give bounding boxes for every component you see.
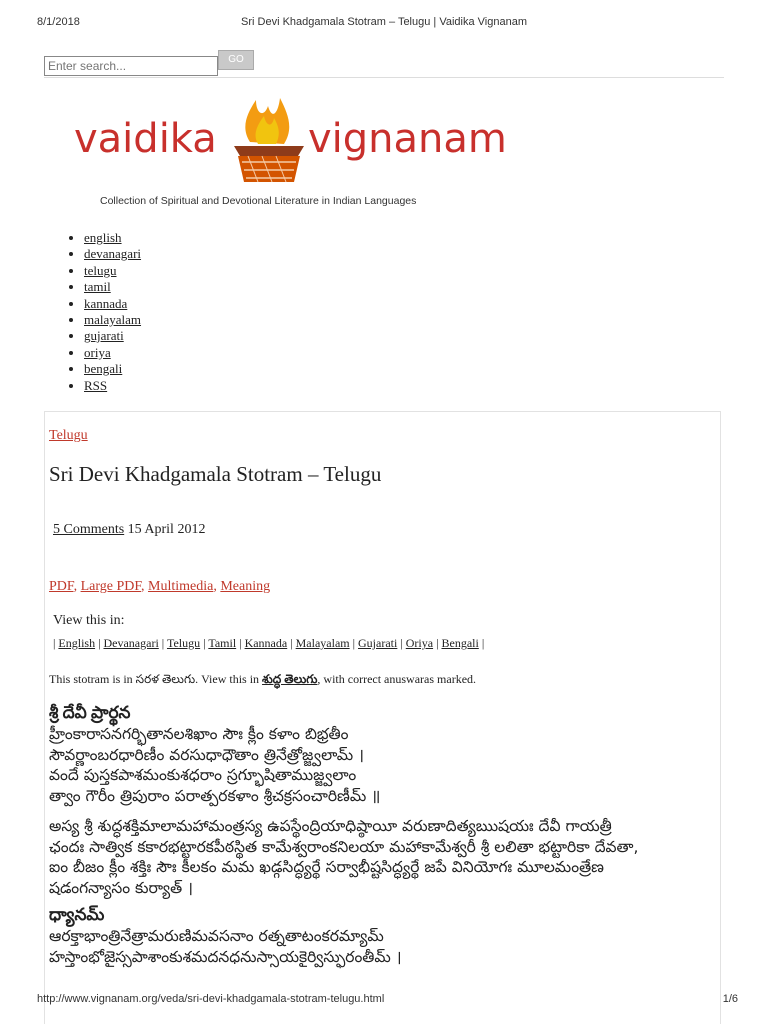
comments-link[interactable]: 5 Comments (53, 522, 125, 537)
language-item (84, 328, 141, 344)
search-input[interactable] (44, 56, 218, 76)
prayer-verse (49, 724, 380, 806)
verse-line: సౌవర్ణాంబరధారిణీం వరసుధాధౌతాం త్రినేత్రోజ్జ్వలామ్ । (49, 745, 365, 764)
language-item (84, 361, 141, 377)
page-title: Sri Devi Khadgamala Stotram – Telugu (49, 462, 382, 486)
pdf-link[interactable]: PDF (49, 579, 74, 594)
verse-line: ఐం బీజం క్లీం శక్తిః సౌః కీలకం మమ ఖడ్గసిద్ధ్యర్థే సర్వాభీష్టసిద్ధ్యర్థే జపే వినియోగః మూలమంత్రేణ (49, 858, 604, 876)
lang-link-devanagari[interactable]: devanagari (84, 246, 142, 262)
language-item (84, 246, 141, 262)
print-page-number: 1/6 (722, 993, 738, 1005)
large-pdf-link[interactable]: Large PDF (80, 579, 142, 594)
script-note (49, 672, 476, 689)
lang-link-bengali[interactable]: bengali (84, 361, 123, 377)
view-link-kannada[interactable]: Kannada (244, 636, 288, 650)
meaning-link[interactable]: Meaning (220, 579, 271, 594)
print-url: http://www.vignanam.org/veda/sri-devi-khadgamala-stotram-telugu.html (37, 993, 385, 1005)
verse-line: ఛందః సాత్విక కకారభట్టారకపీఠస్థిత కామేశ్వరాంకనిలయా మహాకామేశ్వరీ శ్రీ లలితా భట్టారికా దేవతా, (49, 837, 639, 856)
lang-link-english[interactable]: english (84, 230, 122, 245)
verse-line: ఆరక్తాభాంత్రినేత్రామరుణిమవసనాం రత్నతాటంకరమ్యామ్ (49, 927, 384, 945)
lang-link-kannada[interactable]: kannada (84, 295, 128, 311)
language-item (84, 378, 141, 394)
language-item (84, 296, 141, 312)
heading-dhyanam: ధ్యానమ్ (49, 905, 105, 924)
lang-link-oriya[interactable]: oriya (84, 344, 111, 360)
site-tagline: Collection of Spiritual and Devotional Literature in Indian Languages (100, 195, 417, 207)
category-link[interactable]: Telugu (49, 428, 88, 443)
view-link-devanagari[interactable]: Devanagari (103, 636, 159, 650)
language-item (84, 345, 141, 361)
verse-line: వందే పుస్తకపాశమంకుశధరాం స్రగ్భూషితాముజ్జ్వలాం (49, 766, 357, 784)
post-date: 15 April 2012 (127, 522, 206, 537)
header-divider (44, 77, 724, 78)
language-item (84, 230, 141, 246)
language-nav (66, 230, 141, 394)
viniyoga-paragraph (49, 816, 638, 898)
lang-link-gujarati[interactable]: gujarati (84, 328, 124, 344)
view-in-links: | English | Devanagari | Telugu | Tamil | Kannada | Malayalam | Gujarati | Oriya | Bengali | (53, 636, 485, 650)
heading-prayer: శ్రీ దేవీ ప్రార్థన (49, 703, 131, 722)
print-date: 8/1/2018 (37, 16, 80, 28)
lang-link-tamil[interactable]: tamil (84, 279, 111, 295)
lang-link-telugu[interactable]: telugu (84, 262, 117, 278)
view-link-gujarati[interactable]: Gujarati (358, 636, 398, 650)
note-text: This stotram is in సరళ తెలుగు. View this in (49, 672, 263, 686)
rss-link[interactable]: RSS (84, 377, 108, 393)
go-button[interactable]: GO (218, 50, 254, 70)
language-item (84, 279, 141, 295)
shuddha-telugu-link[interactable]: శుద్ధ తెలుగు (262, 672, 318, 686)
view-link-telugu[interactable]: Telugu (166, 636, 201, 650)
lang-link-malayalam[interactable]: malayalam (84, 312, 142, 328)
note-text-end: , with correct anuswaras marked. (317, 672, 477, 686)
print-title: Sri Devi Khadgamala Stotram – Telugu | Vaidika Vignanam (241, 16, 527, 28)
verse-line: హస్తాంభోజైస్సపాశాంకుశమదనధనుస్సాయకైర్విస్ఫురంతీమ్ । (49, 947, 402, 966)
view-link-bengali[interactable]: Bengali (441, 636, 479, 650)
post-meta (53, 522, 205, 538)
verse-line: హ్రీంకారాసనగర్భితానలశిఖాం సౌః క్లీం కళాం బిభ్రతీం (49, 725, 349, 743)
verse-line: షడంగన్యాసం కుర్యాత్ । (49, 878, 193, 897)
fire-altar-icon (234, 98, 304, 182)
language-item (84, 312, 141, 328)
verse-line: అస్య శ్రీ శుద్ధశక్తిమాలామహామంత్రస్య ఉపస్థేంద్రియాధిష్ఠాయీ వరుణాదిత్యఋషయః దేవీ గాయత్రీ (49, 817, 612, 835)
download-links: PDF, Large PDF, Multimedia, Meaning (49, 579, 271, 594)
logo-word-vaidika: vaidika (74, 116, 217, 162)
view-link-tamil[interactable]: Tamil (208, 636, 237, 650)
language-item (84, 263, 141, 279)
view-link-malayalam[interactable]: Malayalam (295, 636, 350, 650)
view-in-label: View this in: (53, 613, 125, 628)
verse-line: త్వాం గౌరీం త్రిపురాం పరాత్పరకళాం శ్రీచక్రసంచారిణీమ్ ॥ (49, 786, 381, 805)
logo-word-vignanam: vignanam (308, 116, 507, 162)
multimedia-link[interactable]: Multimedia (148, 579, 214, 594)
view-link-oriya[interactable]: Oriya (405, 636, 434, 650)
view-link-english[interactable]: English (58, 636, 96, 650)
dhyanam-verse (49, 926, 402, 967)
